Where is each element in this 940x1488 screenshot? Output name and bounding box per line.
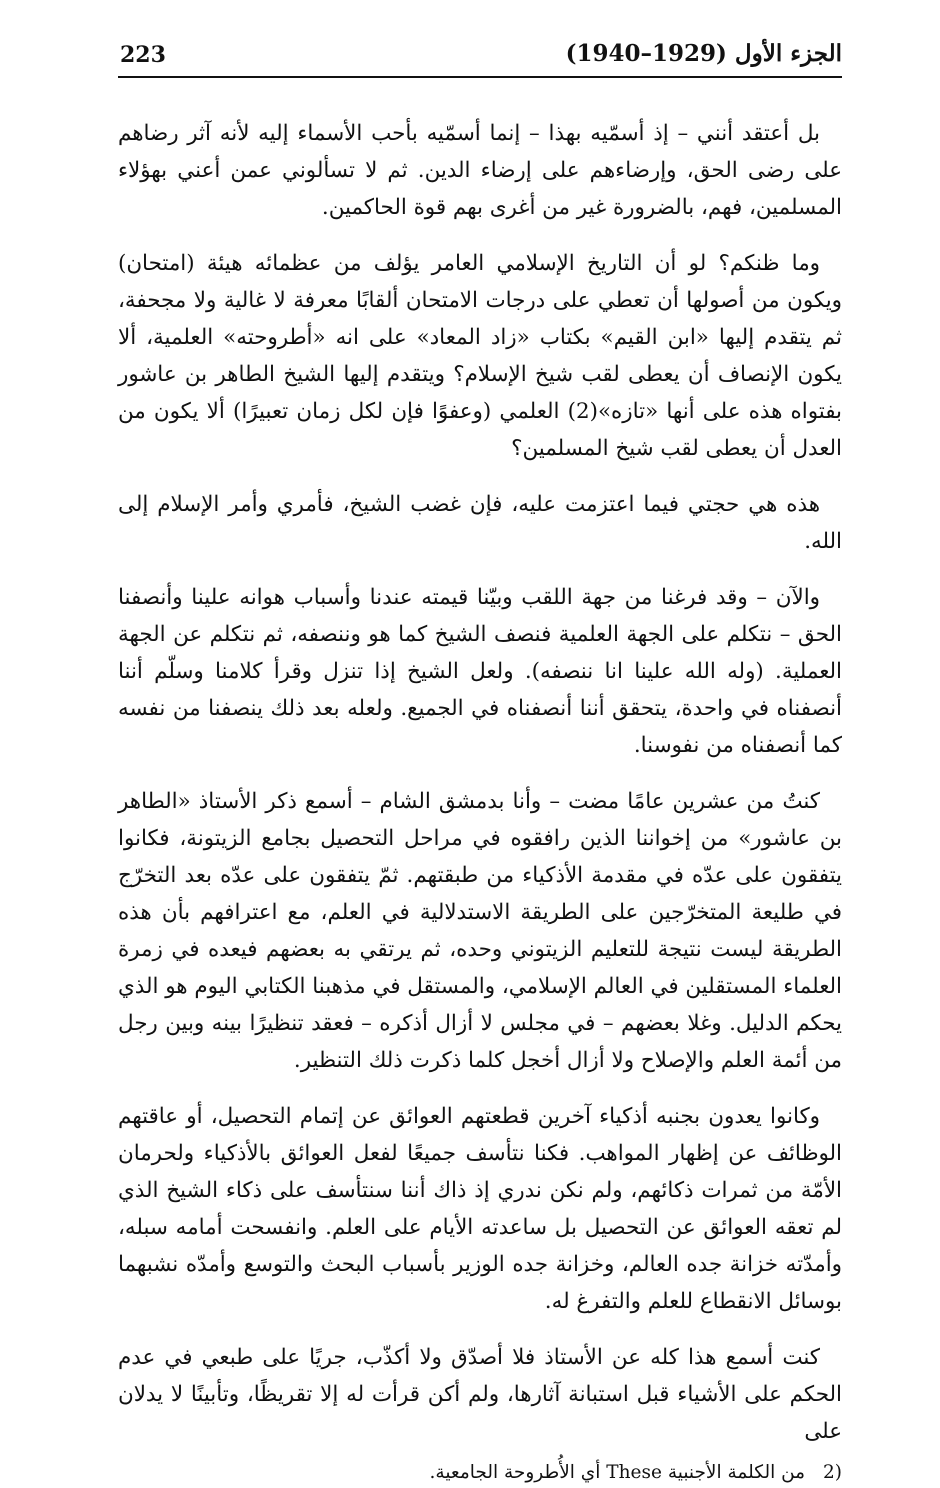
- paragraph: بل أعتقد أنني – إذ أسمّيه بهذا – إنما أسمّيه بأحب الأسماء إليه لأنه آثر رضاهم على رضى الحق، وإرضاءهم على إرضاء الدين. ثم لا تسألوني عمن أعني بهؤلاء المسلمين، فهم، بالضرورة غير من أغرى بهم قوة الحاكمين.: [118, 121, 842, 220]
- paragraph: كنتُ من عشرين عامًا مضت – وأنا بدمشق الشام – أسمع ذكر الأستاذ «الطاهر بن عاشور» من إخواننا الذين رافقوه في مراحل التحصيل بجامع الزيتونة، فكانوا يتفقون على عدّه في مقدمة الأذكياء من طبقتهم. ثمّ يتفقون على عدّه بعد التخرّج في طليعة المتخرّجين على الطريقة الاستدلالية في العلم، مع اعترافهم بأن هذه الطريقة ليست نتيجة للتعليم الزيتوني وحده، ثم يرتقي به بعضهم فيعده في زمرة العلماء المستقلين في العالم الإسلامي، والمستقل في مذهبنا الكتابي اليوم هو الذي يحكم الدليل. وغلا بعضهم – في مجلس لا أزال أذكره – فعقد تنظيرًا بينه وبين رجل من أئمة العلم والإصلاح ولا أزال أخجل كلما ذكرت ذلك التنظير.: [118, 789, 842, 1073]
- footnote-text: من الكلمة الأجنبية These أي الأُطروحة الجامعية.: [429, 1462, 806, 1483]
- paragraph: كنت أسمع هذا كله عن الأستاذ فلا أصدّق ولا أكذّب، جريًا على طبعي في عدم الحكم على الأشياء قبل استبانة آثارها، ولم أكن قرأت له إلا تقريظًا، وتأبينًا لا يدلان على: [118, 1345, 842, 1444]
- page-number: 223: [120, 42, 166, 68]
- footnote: [118, 1458, 842, 1488]
- book-page: [118, 38, 842, 1483]
- running-header: [118, 38, 842, 78]
- footnote-number: 2): [823, 1462, 842, 1483]
- paragraph: وكانوا يعدون بجنبه أذكياء آخرين قطعتهم العوائق عن إتمام التحصيل، أو عاقتهم الوظائف عن إظهار المواهب. فكنا نتأسف جميعًا لفعل العوائق بالأذكياء ولحرمان الأمّة من ثمرات ذكائهم، ولم نكن ندري إذ ذاك أننا سنتأسف على ذكاء الشيخ الذي لم تعقه العوائق عن التحصيل بل ساعدته الأيام على العلم. وانفسحت أمامه سبله، وأمدّته خزانة جده العالم، وخزانة جده الوزير بأسباب البحث والتوسع وأمدّه نشبهما بوسائل الانقطاع للعلم والتفرغ له.: [118, 1104, 842, 1314]
- paragraph: وما ظنكم؟ لو أن التاريخ الإسلامي العامر يؤلف من عظمائه هيئة (امتحان) ويكون من أصولها أن تعطي على درجات الامتحان ألقابًا معرفة لا غالية ولا مجحفة، ثم يتقدم إليها «ابن القيم» بكتاب «زاد المعاد» على انه «أطروحته» العلمية، ألا يكون الإنصاف أن يعطى لقب شيخ الإسلام؟ ويتقدم إليها الشيخ الطاهر بن عاشور بفتواه هذه على أنها «تازه»(2) العلمي (وعفوًا فإن لكل زمان تعبيرًا) ألا يكون من العدل أن يعطى لقب شيخ المسلمين؟: [118, 251, 842, 461]
- paragraph: والآن – وقد فرغنا من جهة اللقب وبيّنا قيمته عندنا وأسباب هوانه علينا وأنصفنا الحق – نتكلم على الجهة العلمية فنصف الشيخ كما هو وننصفه، ثم نتكلم عن الجهة العملية. (وله الله علينا انا ننصفه). ولعل الشيخ إذا تنزل وقرأ كلامنا وسلّم أننا أنصفناه في واحدة، يتحقق أننا أنصفناه في الجميع. ولعله بعد ذلك ينصفنا من نفسه كما أنصفناه من نفوسنا.: [118, 585, 842, 758]
- body-text: [118, 115, 842, 1450]
- paragraph: هذه هي حجتي فيما اعتزمت عليه، فإن غضب الشيخ، فأمري وأمر الإسلام إلى الله.: [118, 492, 842, 554]
- header-title: الجزء الأول (1929–1940): [565, 40, 842, 67]
